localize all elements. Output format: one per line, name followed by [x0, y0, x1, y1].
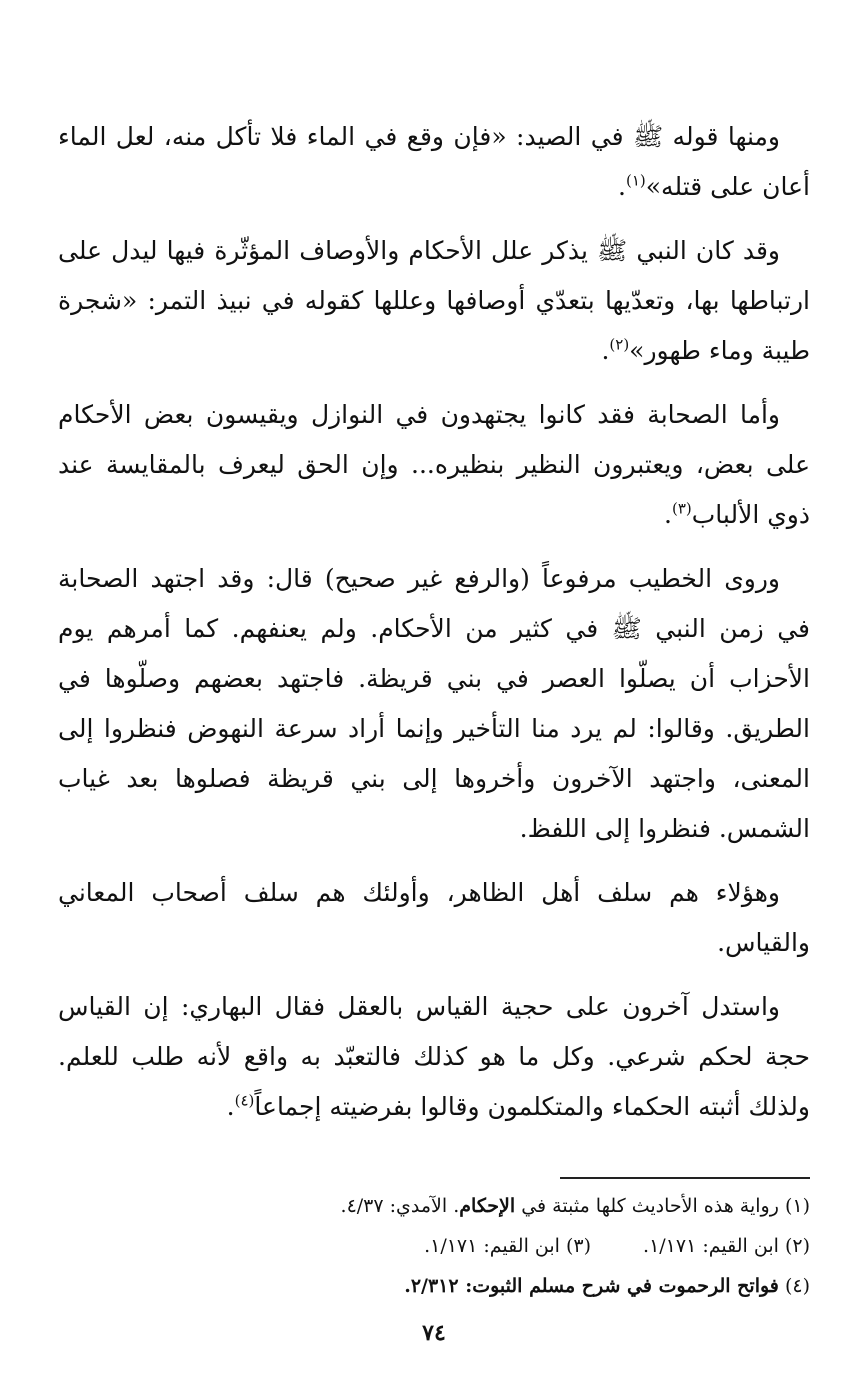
paragraph-2	[58, 226, 810, 376]
paragraph-6-text: واستدل آخرون على حجية القياس بالعقل فقال البهاري: إن القياس حجة لحكم شرعي. وكل ما هو كذلك فالتعبّد به واقع لأنه طلب للعلم. ولذلك أثبته الحكماء والمتكلمون وقالوا بفرضيته إجماعاً	[58, 992, 810, 1121]
paragraph-6	[58, 982, 810, 1132]
paragraph-5	[58, 868, 810, 968]
footnote-3-text: ابن القيم: ١/١٧١.	[424, 1235, 560, 1257]
paragraph-3-end: .	[664, 500, 672, 529]
paragraph-1-text: ومنها قوله ﷺ في الصيد: «فإن وقع في الماء فلا تأكل منه، لعل الماء أعان على قتله»	[58, 122, 810, 201]
footnote-4-ref: : ٢/٣١٢.	[404, 1275, 473, 1297]
footnote-ref-2[interactable]: (٢)	[609, 335, 630, 354]
footnote-ref-4[interactable]: (٤)	[234, 1091, 255, 1110]
paragraph-1-end: .	[618, 172, 626, 201]
paragraph-3	[58, 390, 810, 540]
footnote-4-source: فواتح الرحموت في شرح مسلم الثبوت	[472, 1275, 779, 1297]
footnote-2-text: ابن القيم: ١/١٧١.	[643, 1235, 779, 1257]
footnotes	[58, 1186, 810, 1306]
footnote-3-number: (٣)	[565, 1235, 592, 1257]
paragraph-3-text: وأما الصحابة فقد كانوا يجتهدون في النوازل ويقيسون بعض الأحكام على بعض، ويعتبرون النظير بنظيره... وإن الحق ليعرف بالمقايسة عند ذوي الألباب	[58, 400, 810, 529]
paragraph-2-text: وقد كان النبي ﷺ يذكر علل الأحكام والأوصاف المؤثّرة فيها ليدل على ارتباطها بها، وتعدّيها بتعدّي أوصافها وعللها كقوله في نبيذ التمر: «شجرة طيبة وماء طهور»	[58, 236, 810, 365]
footnote-1-source: الإحكام	[459, 1195, 516, 1217]
paragraph-1	[58, 112, 810, 212]
footnote-2-number: (٢)	[784, 1235, 810, 1257]
footnote-divider	[560, 1177, 810, 1179]
paragraph-4	[58, 554, 810, 854]
footnote-row-2-3	[58, 1226, 810, 1266]
footnote-ref-1[interactable]: (١)	[625, 171, 646, 190]
footnote-1-text: رواية هذه الأحاديث كلها مثبتة في	[521, 1195, 779, 1217]
footnote-4	[58, 1266, 810, 1306]
paragraph-2-end: .	[601, 336, 610, 365]
page-body	[58, 112, 810, 1146]
footnote-ref-3[interactable]: (٣)	[671, 499, 692, 518]
paragraph-6-end: .	[226, 1092, 235, 1121]
page-number: ٧٤	[422, 1320, 446, 1346]
footnote-1-number: (١)	[784, 1195, 810, 1217]
footnote-1-ref: . الآمدي: ٤/٣٧.	[340, 1195, 460, 1217]
paragraph-4-text: وروى الخطيب مرفوعاً (والرفع غير صحيح) قال: وقد اجتهد الصحابة في زمن النبي ﷺ في كثير من الأحكام. ولم يعنفهم. كما أمرهم يوم الأحزاب أن يصلّوا العصر في بني قريظة. فاجتهد بعضهم وصلّوها في الطريق. وقالوا: لم يرد منا التأخير وإنما أراد سرعة النهوض فنظروا إلى المعنى، واجتهد الآخرون وأخروها إلى بني قريظة فصلوها بعد غياب الشمس. فنظروا إلى اللفظ.	[58, 564, 810, 843]
footnote-4-number: (٤)	[784, 1275, 810, 1297]
paragraph-5-text: وهؤلاء هم سلف أهل الظاهر، وأولئك هم سلف أصحاب المعاني والقياس.	[58, 878, 810, 957]
footnote-1	[58, 1186, 810, 1226]
